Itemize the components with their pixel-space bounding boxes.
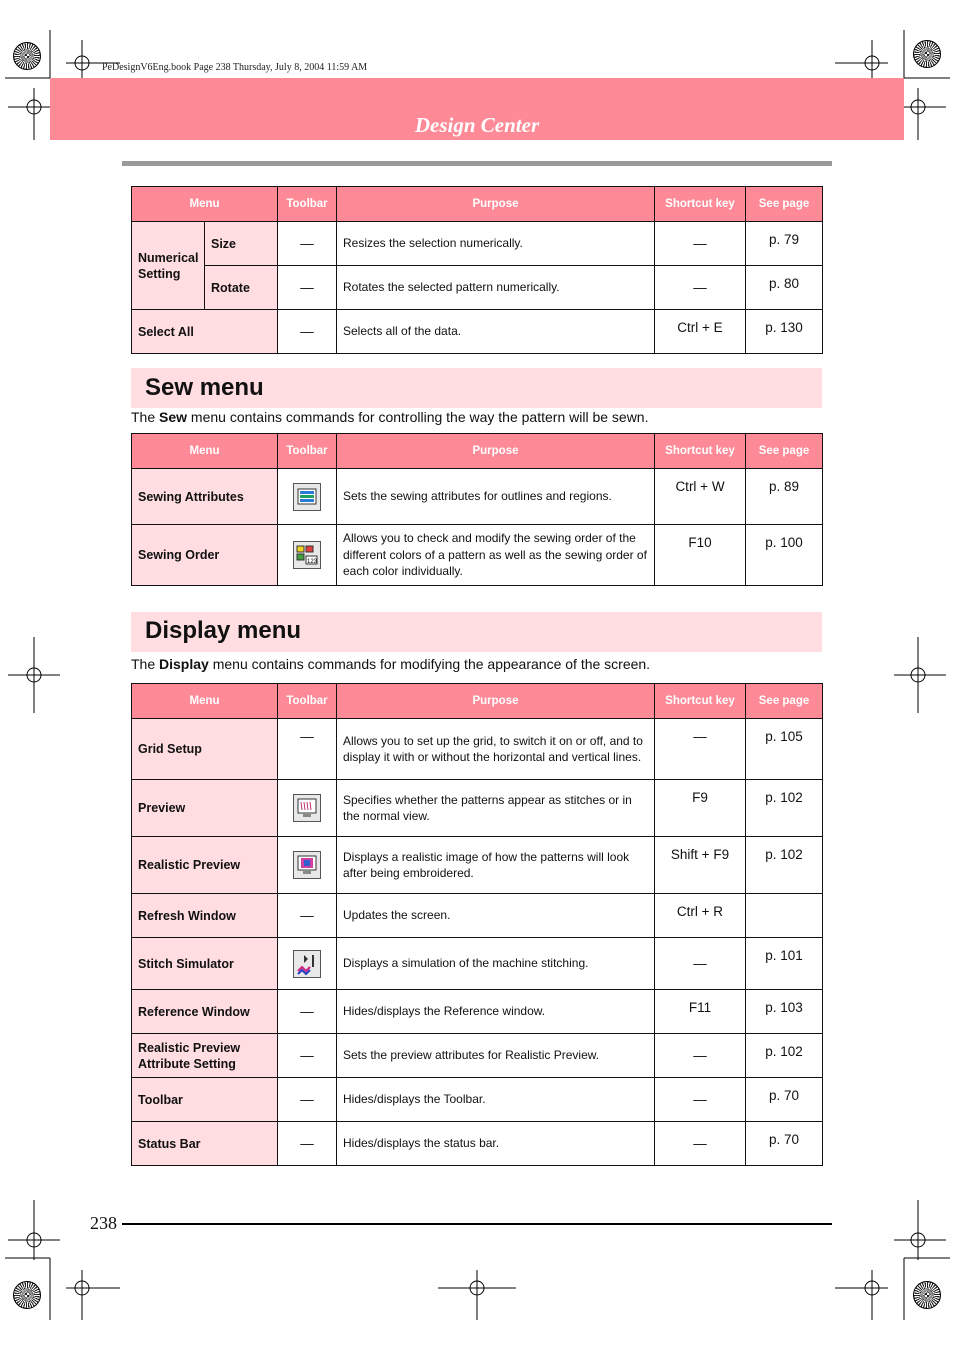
menu-item-label: Sewing Order bbox=[132, 525, 278, 586]
purpose-cell: Updates the screen. bbox=[337, 894, 655, 938]
table-row bbox=[132, 719, 823, 780]
see-page-cell: p. 80 bbox=[746, 266, 823, 310]
table-row bbox=[132, 1034, 823, 1078]
shortcut-cell: F9 bbox=[655, 780, 746, 837]
menu-item-label: Toolbar bbox=[132, 1078, 278, 1122]
toolbar-cell: — bbox=[278, 310, 337, 354]
see-page-cell: p. 102 bbox=[746, 1034, 823, 1078]
column-header-shortcut: Shortcut key bbox=[655, 684, 746, 719]
menu-item-label: Realistic Preview Attribute Setting bbox=[132, 1034, 278, 1078]
see-page-cell: p. 70 bbox=[746, 1078, 823, 1122]
purpose-cell: Allows you to set up the grid, to switch it on or off, and to display it with or without the horizontal and vertical lines. bbox=[337, 719, 655, 780]
shortcut-cell: — bbox=[655, 266, 746, 310]
header-rule bbox=[122, 161, 832, 166]
toolbar-cell bbox=[278, 469, 337, 525]
menu-item-label: Reference Window bbox=[132, 990, 278, 1034]
see-page-cell: p. 102 bbox=[746, 780, 823, 837]
column-header-shortcut: Shortcut key bbox=[655, 187, 746, 222]
sew-menu-table bbox=[131, 433, 823, 586]
sew-intro bbox=[131, 409, 648, 425]
column-header-purpose: Purpose bbox=[337, 684, 655, 719]
shortcut-cell: Shift + F9 bbox=[655, 837, 746, 894]
shortcut-cell: — bbox=[655, 1122, 746, 1166]
purpose-cell: Resizes the selection numerically. bbox=[337, 222, 655, 266]
toolbar-cell: — bbox=[278, 894, 337, 938]
table-row bbox=[132, 1122, 823, 1166]
preview-icon bbox=[293, 794, 321, 822]
table-header-row bbox=[132, 187, 823, 222]
toolbar-cell: — bbox=[278, 1078, 337, 1122]
footer-rule bbox=[122, 1223, 832, 1225]
purpose-cell: Hides/displays the Toolbar. bbox=[337, 1078, 655, 1122]
display-section-title: Display menu bbox=[145, 617, 302, 644]
purpose-cell: Displays a realistic image of how the patterns will look after being embroidered. bbox=[337, 837, 655, 894]
header-title: Design Center bbox=[414, 113, 540, 137]
column-header-shortcut: Shortcut key bbox=[655, 434, 746, 469]
column-header-toolbar: Toolbar bbox=[278, 684, 337, 719]
column-header-menu: Menu bbox=[132, 434, 278, 469]
see-page-cell: p. 101 bbox=[746, 938, 823, 990]
table-row bbox=[132, 310, 823, 354]
toolbar-cell: — bbox=[278, 1122, 337, 1166]
menu-item-label: Size bbox=[205, 222, 278, 266]
intro-text: The bbox=[131, 656, 160, 672]
menu-item-label: Select All bbox=[132, 310, 278, 354]
column-header-see-page: See page bbox=[746, 684, 823, 719]
purpose-cell: Allows you to check and modify the sewing order of the different colors of a pattern as well as the sewing order of each color individually. bbox=[337, 525, 655, 586]
table-row bbox=[132, 990, 823, 1034]
purpose-cell: Hides/displays the status bar. bbox=[337, 1122, 655, 1166]
column-header-toolbar: Toolbar bbox=[278, 187, 337, 222]
toolbar-cell bbox=[278, 780, 337, 837]
see-page-cell: p. 70 bbox=[746, 1122, 823, 1166]
column-header-toolbar: Toolbar bbox=[278, 434, 337, 469]
intro-text: menu contains commands for modifying the appearance of the screen. bbox=[208, 656, 651, 672]
column-header-menu: Menu bbox=[132, 187, 278, 222]
stitch-simulator-icon bbox=[293, 950, 321, 978]
toolbar-cell: — bbox=[278, 222, 337, 266]
table-row bbox=[132, 469, 823, 525]
menu-item-label: Sewing Attributes bbox=[132, 469, 278, 525]
table-row bbox=[132, 222, 823, 266]
menu-item-label: Rotate bbox=[205, 266, 278, 310]
shortcut-cell: — bbox=[655, 719, 746, 780]
menu-item-label: Stitch Simulator bbox=[132, 938, 278, 990]
svg-text:123: 123 bbox=[307, 559, 318, 565]
toolbar-cell bbox=[278, 525, 337, 586]
menu-item-label: Preview bbox=[132, 780, 278, 837]
menu-group-label: Numerical Setting bbox=[132, 222, 205, 310]
shortcut-cell: — bbox=[655, 222, 746, 266]
intro-text: The bbox=[131, 409, 160, 425]
toolbar-cell: — bbox=[278, 1034, 337, 1078]
table-row bbox=[132, 938, 823, 990]
see-page-cell: p. 89 bbox=[746, 469, 823, 525]
table-row bbox=[132, 525, 823, 586]
shortcut-cell: F10 bbox=[655, 525, 746, 586]
purpose-cell: Rotates the selected pattern numerically. bbox=[337, 266, 655, 310]
column-header-menu: Menu bbox=[132, 684, 278, 719]
see-page-cell: p. 105 bbox=[746, 719, 823, 780]
menu-item-label: Grid Setup bbox=[132, 719, 278, 780]
purpose-cell: Selects all of the data. bbox=[337, 310, 655, 354]
see-page-cell: p. 79 bbox=[746, 222, 823, 266]
purpose-cell: Displays a simulation of the machine stitching. bbox=[337, 938, 655, 990]
table-row bbox=[132, 894, 823, 938]
shortcut-cell: Ctrl + E bbox=[655, 310, 746, 354]
shortcut-cell: — bbox=[655, 938, 746, 990]
display-intro bbox=[131, 656, 650, 672]
purpose-cell: Specifies whether the patterns appear as stitches or in the normal view. bbox=[337, 780, 655, 837]
menu-item-label: Refresh Window bbox=[132, 894, 278, 938]
numerical-setting-table bbox=[131, 186, 823, 354]
sewing-order-icon bbox=[293, 541, 321, 569]
table-row bbox=[132, 780, 823, 837]
table-row bbox=[132, 1078, 823, 1122]
page-number: 238 bbox=[90, 1213, 117, 1233]
see-page-cell: p. 130 bbox=[746, 310, 823, 354]
intro-bold: Display bbox=[159, 656, 209, 672]
menu-item-label: Realistic Preview bbox=[132, 837, 278, 894]
table-header-row bbox=[132, 434, 823, 469]
column-header-see-page: See page bbox=[746, 187, 823, 222]
purpose-cell: Hides/displays the Reference window. bbox=[337, 990, 655, 1034]
toolbar-cell: — bbox=[278, 266, 337, 310]
table-header-row bbox=[132, 684, 823, 719]
purpose-cell: Sets the preview attributes for Realistic Preview. bbox=[337, 1034, 655, 1078]
intro-text: menu contains commands for controlling the way the pattern will be sewn. bbox=[187, 409, 649, 425]
toolbar-cell bbox=[278, 938, 337, 990]
sew-section-title: Sew menu bbox=[145, 374, 264, 401]
shortcut-cell: F11 bbox=[655, 990, 746, 1034]
see-page-cell: p. 100 bbox=[746, 525, 823, 586]
toolbar-cell: — bbox=[278, 990, 337, 1034]
purpose-cell: Sets the sewing attributes for outlines and regions. bbox=[337, 469, 655, 525]
print-info: PeDesignV6Eng.book Page 238 Thursday, July 8, 2004 11:59 AM bbox=[102, 62, 368, 73]
shortcut-cell: — bbox=[655, 1078, 746, 1122]
intro-bold: Sew bbox=[159, 409, 188, 425]
see-page-cell bbox=[746, 894, 823, 938]
shortcut-cell: Ctrl + R bbox=[655, 894, 746, 938]
table-row bbox=[132, 837, 823, 894]
see-page-cell: p. 103 bbox=[746, 990, 823, 1034]
column-header-purpose: Purpose bbox=[337, 187, 655, 222]
sewing-attributes-icon bbox=[293, 483, 321, 511]
toolbar-cell bbox=[278, 837, 337, 894]
column-header-purpose: Purpose bbox=[337, 434, 655, 469]
table-row bbox=[132, 266, 823, 310]
shortcut-cell: Ctrl + W bbox=[655, 469, 746, 525]
shortcut-cell: — bbox=[655, 1034, 746, 1078]
realistic-preview-icon bbox=[293, 851, 321, 879]
menu-item-label: Status Bar bbox=[132, 1122, 278, 1166]
see-page-cell: p. 102 bbox=[746, 837, 823, 894]
toolbar-cell: — bbox=[278, 719, 337, 780]
display-menu-table bbox=[131, 683, 823, 1166]
column-header-see-page: See page bbox=[746, 434, 823, 469]
